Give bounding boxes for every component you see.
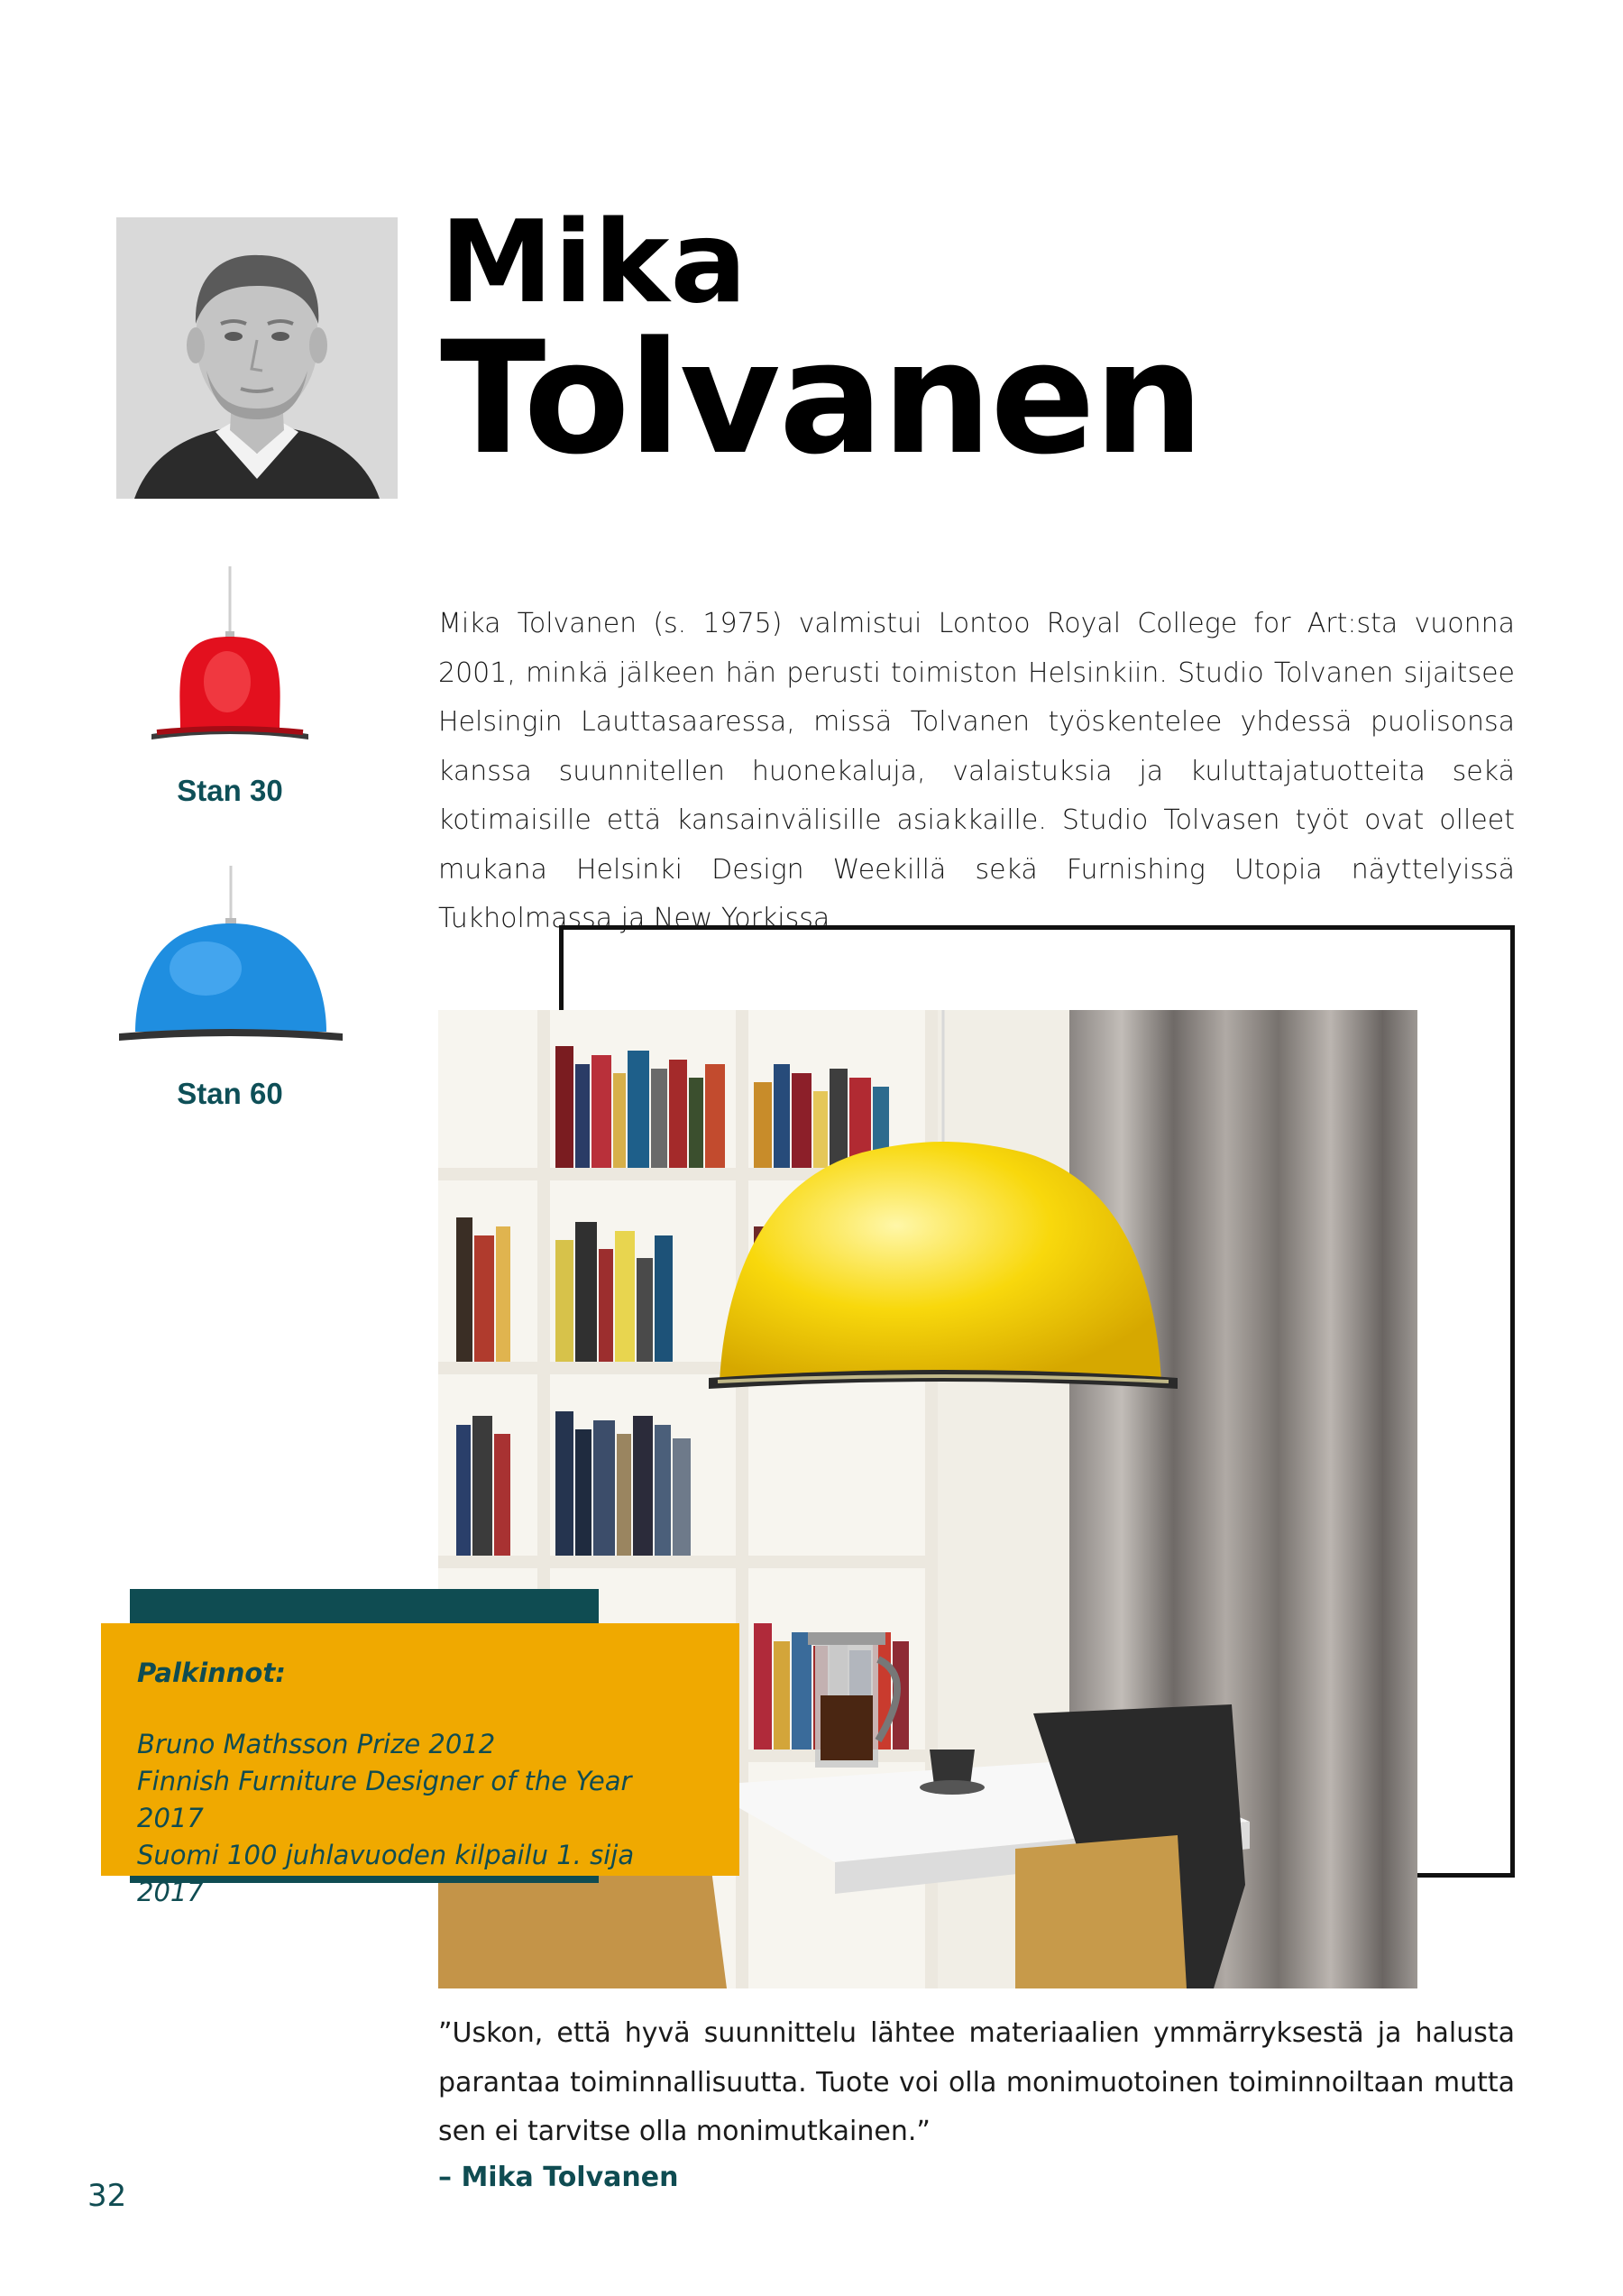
award-item: Suomi 100 juhlavuoden kilpailu 1. sija 2017 (137, 1840, 635, 1907)
lamp-stan-30-label: Stan 30 (177, 774, 283, 807)
award-item: Bruno Mathsson Prize 2012 (137, 1729, 496, 1759)
lamp-stan-60-image (115, 866, 346, 1055)
designer-first-name: Mika (440, 196, 748, 328)
page-number: 32 (87, 2178, 127, 2214)
designer-bio: Mika Tolvanen (s. 1975) valmistui Lontoo Royal College for Art:sta vuonna 2001, minkä jälkeen hän perusti toimiston Helsinkiin. Studio Tolvanen sijaitsee Helsingin Lauttasaaressa, missä Tolvanen työskentelee yhdessä puolisonsa kanssa suunnitellen huonekaluja, valaistuksia ja kuluttajatuotteita sekä kotimaisille että kansainvälisille asiakkaille. Studio Tolvasen työt ovat olleet mukana Helsinki Design Weekillä sekä Furnishing Utopia näyttelyissä Tukholmassa ja New Yorkissa. (438, 608, 1515, 934)
award-item: Finnish Furniture Designer of the Year 2017 (137, 1766, 632, 1833)
designer-quote: ”Uskon, että hyvä suunnittelu lähtee materiaalien ymmärryksestä ja halusta parantaa toiminnallisuutta. Tuote voi olla monimuotoinen toiminnoiltaan mutta sen ei tarvitse olla monimutkainen.” (438, 2017, 1515, 2147)
lamp-stan-60-label: Stan 60 (177, 1077, 283, 1110)
designer-last-name: Tolvanen (440, 308, 1203, 489)
lamp-stan-30-image (144, 566, 316, 747)
quote-author: – Mika Tolvanen (438, 2162, 679, 2193)
awards-box (101, 1623, 739, 1907)
awards-heading: Palkinnot: (137, 1658, 286, 1688)
designer-portrait (116, 217, 398, 499)
